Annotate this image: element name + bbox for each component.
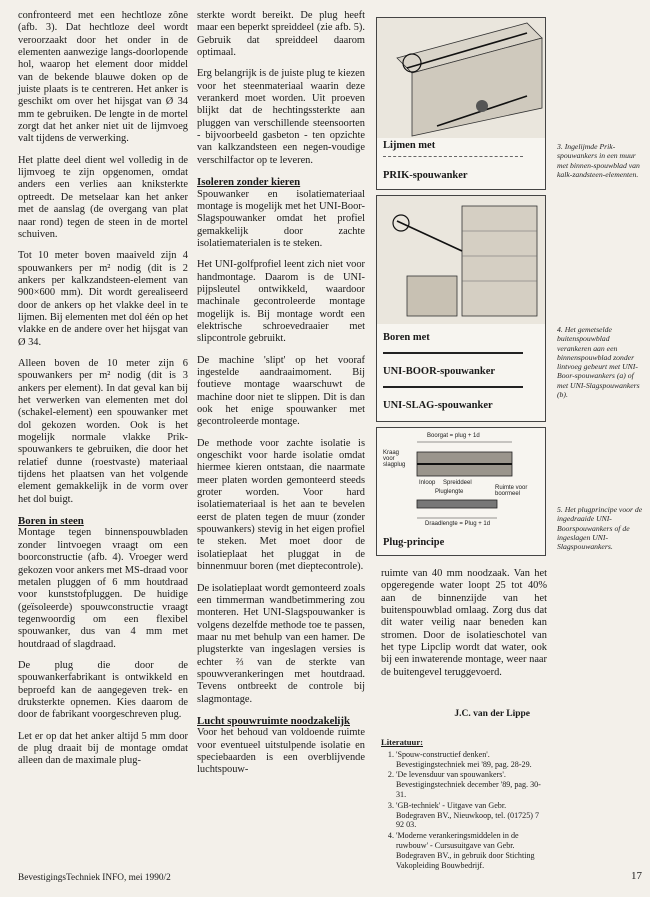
author: J.C. van der Lippe [454, 709, 530, 719]
text-column-3 [381, 568, 547, 688]
boor-anchor-illustration [377, 196, 545, 324]
literature-list [381, 738, 547, 871]
paragraph: Voor het behoud van voldoende ruimte voor eventueel uitstulpende isolatie en speciebaarden is een overblijvende luchtspouw- [197, 727, 365, 776]
dimension-label: Spreiddeel [443, 480, 472, 486]
paragraph: Alleen boven de 10 meter zijn 6 spouwankers per m² nodig (dit is 3 ankers per element). In dat geval kan bij het verwerken van elementen met dol (schakel-element) een spouwanker met dol gekozen worden. Ook is het mogelijk normale vlakke Prik-spouwankers te gebruiken, die door het relatief dunne (roestvaste) materiaal tijdens het plaatsen van het volgende element gemakkelijk in de vorm over het dol buigt. [18, 357, 188, 505]
dimension-label: Inloop [419, 480, 436, 486]
figure-label: Plug-principe [383, 537, 445, 548]
figure-label: Boren met [383, 332, 430, 343]
figure-5 [376, 427, 546, 556]
dimension-label: Boorgat = plug + 1d [427, 433, 480, 439]
paragraph: sterkte wordt bereikt. De plug heeft maar een beperkt spreiddeel (zie afb. 5). Gebruik dat spreiddeel daarom optimaal. [197, 10, 365, 59]
paragraph: confronteerd met een hechtloze zône (afb. 3). Dat hechtloze deel wordt veroorzaakt door het onder in de elementen aanwezige langs-doorlopende hol, waarop het element door middel van de bekende blauwe doken op de juiste plaats is te centreren. Het anker is geschikt om over het hijsgat van Ø 34 mm te gebruiken. De lengte in de mortel zorgt dat het anker niet uit de lijmvoeg valt tijdens de verwerking. [18, 10, 188, 145]
literature-item: 4. 'Moderne verankeringsmiddelen in de ruwbouw' - Cursusuitgave van Gebr. Bodegraven BV., in gebruik door Stichting Vakopleiding Bouwbedrijf. [396, 831, 547, 870]
section-heading: Lucht spouwruimte noodzakelijk [197, 714, 350, 727]
figure-label: UNI-BOOR-spouwanker [383, 366, 496, 377]
literature-item: 1. 'Spouw-constructief denken'. Bevestigingstechniek mei '89, pag. 28-29. [396, 750, 547, 770]
figure-3 [376, 17, 546, 190]
caption-figure-5: 5. Het plugprincipe voor de ingedraaide UNI-Boorspouwankers of de ingeslagen UNI-Slagspouwankers. [557, 505, 643, 552]
anchor-drawing [383, 386, 523, 388]
paragraph: De isolatieplaat wordt gemonteerd zoals een timmerman wandbetimmering zou monteren. Het UNI-Slagspouwanker is volgens dezelfde methode toe te passen, maar nu met behulp van een hamer. De plugsterkte van ingeslagen versies is echter ⅔ van de sterkte van spouwverankeringen met houtdraad. Tevens ontbreekt de controle bij slagmontage. [197, 582, 365, 705]
paragraph: Tot 10 meter boven maaiveld zijn 4 spouwankers per m² nodig (dit is 2 ankers per kalkzandsteen-element van 900×600 mm). Dit wordt gerealiseerd door de ankers op het vlakke deel in te lijmen. Bij elementen met dol één op het vlakke en de andere over het hijsgat van Ø 34. [18, 250, 188, 348]
literature-item: 3. 'GB-techniek' - Uitgave van Gebr. Bodegraven BV., Nieuwkoop, tel. (01725) 7 92 03. [396, 801, 547, 830]
figure-label: Lijmen met [383, 140, 436, 151]
page-footer: BevestigingsTechniek INFO, mei 1990/2 [18, 873, 171, 883]
paragraph: Erg belangrijk is de juiste plug te kiezen voor het steenmateriaal waarin deze verankerd moet worden. Uit proeven blijkt dat de hechtingssterkte aan pluggen van verschillende steensoorten - bijvoorbeeld gasbeton - ten opzichte van kalkzandsteen een negen-voudige verschilfactor op te leveren. [197, 68, 365, 166]
figure-4 [376, 195, 546, 422]
section-heading: Boren in steen [18, 515, 84, 528]
figure-label: UNI-SLAG-spouwanker [383, 400, 493, 411]
figure-label: PRIK-spouwanker [383, 170, 468, 181]
prik-anchor-illustration [377, 18, 545, 138]
literature-title: Literatuur: [381, 737, 424, 747]
paragraph: Montage tegen binnenspouwbladen zonder lintvoegen vraagt om een boorconstructie (afb. 4). Vroeger werd gekozen voor ankers met MS-draad voor metalen pluggen of 6 mm houtdraad voor kunststofpluggen. De huidige (geïsoleerde) spouwconstructie vraagt tegenwoordig om een flexibel spouwanker, dus van 4 mm met houtdraad of slagdraad. [18, 527, 188, 650]
text-column-2 [197, 10, 365, 786]
paragraph: ruimte van 40 mm noodzaak. Van het opgeregende water loopt 25 tot 40% aan de binnenzijde van het buitenspouwblad omlaag. Zorg dus dat dit water veilig naar beneden kan stromen. Door de isolatieschotel van het type Lipclip wordt dat water, ook bij een inwaterende montage, weer naar de buitengevel teruggevoerd. [381, 568, 547, 678]
paragraph: Let er op dat het anker altijd 5 mm door de plug draait bij de montage omdat alleen dan de maximale plug- [18, 730, 188, 767]
text-column-1 [18, 10, 188, 777]
dimension-label: Pluglengte [435, 489, 464, 495]
paragraph: Het UNI-golfprofiel leent zich niet voor handmontage. Daarom is de UNI-pijpsleutel ontwikkeld, waardoor machinale gecontroleerde montage mogelijk is. Bij montage wordt een elektrische schroevedraaier met slipcontrole gebruikt. [197, 259, 365, 345]
caption-figure-4: 4. Het gemetselde buitenspouwblad verankeren aan een binnenspouwblad zonder lintvoeg gebeurt met UNI-Boor-spouwankers (a) of met UNI-Slagspouwankers (b). [557, 325, 640, 400]
paragraph: De methode voor zachte isolatie is ongeschikt voor harde isolatie omdat hiermee kieren ontstaan, die naarmate meer platen worden gemonteerd steeds groter worden. Voor hard isolatiemateriaal is het aan te bevelen eerst de platen tegen de muur (zonder spouwankers) stevig in het eigen profiel te steken. Met moet door de isolatieplaat het pluggat in de binnenmuur boren (met dieptecontrole). [197, 437, 365, 573]
dimension-label: Kraag voor slagplug [383, 450, 406, 468]
page-number: 17 [631, 870, 642, 882]
section-heading: Isoleren zonder kieren [197, 176, 301, 189]
anchor-drawing [383, 156, 523, 162]
paragraph: De machine 'slipt' op het vooraf ingestelde aandraaimoment. Bij foutieve montage waarschuwt de machine door niet te slippen. Dit is dan ook het enige spouwanker met gecontroleerde montage. [197, 354, 365, 428]
paragraph: Spouwanker en isolatiemateriaal montage is mogelijk met het UNI-Boor-Slagspouwanker omdat het profiel gemakkelijk door zachte isolatiematerialen is te steken. [197, 188, 365, 249]
caption-figure-3: 3. Ingelijmde Prik-spouwankers in een muur met binnen-spouwblad van kalk-zandsteen-elementen. [557, 142, 640, 179]
dimension-label: Ruimte voor boormeel [495, 485, 528, 497]
anchor-drawing [383, 352, 523, 354]
paragraph: Het platte deel dient wel volledig in de lijmvoeg te zijn opgenomen, omdat anders een verlies aan kniksterkte optreedt. De metselaar kan het anker met de aanslag (de overgang van plat naar rond) tegen de steen in de mortel schuiven. [18, 154, 188, 240]
dimension-label: Draadlengte = Plug + 1d [425, 521, 491, 527]
literature-item: 2. 'De levensduur van spouwankers'. Bevestigingstechniek december '89, pag. 30-31. [396, 770, 547, 799]
paragraph: De plug die door de spouwankerfabrikant is ontwikkeld en beproefd kan de aangegeven trek- en druksterkte opnemen. Kies daarom de door de fabrikant voorgeschreven plug. [18, 659, 188, 721]
